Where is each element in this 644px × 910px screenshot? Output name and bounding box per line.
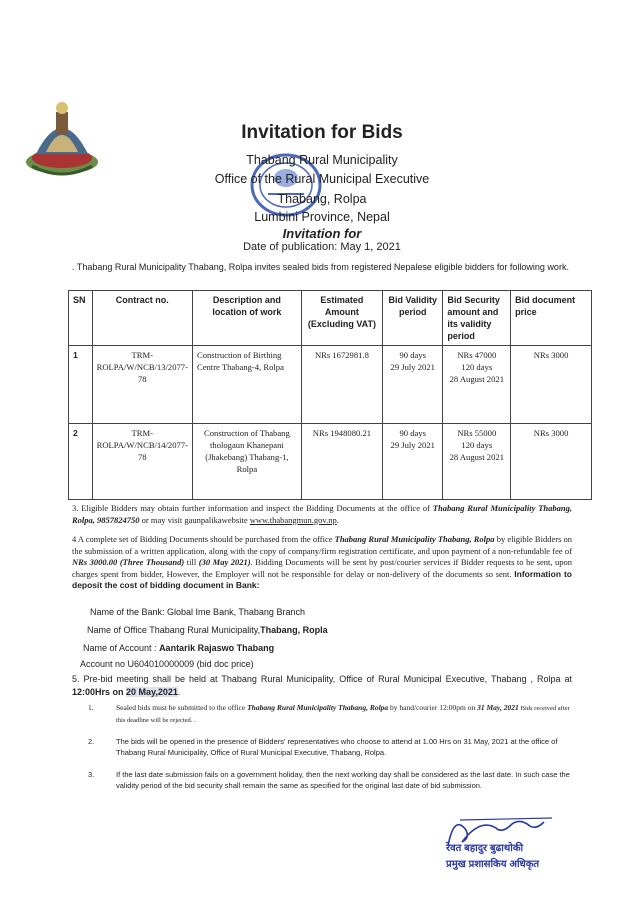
point1-a: Sealed bids must be submitted to the office [116,703,246,712]
p5-time: 12:00Hrs on [72,687,124,697]
table-header-row [69,291,592,346]
point-1 [88,702,574,726]
cell-amount: NRs 1672981.8 [301,346,382,424]
office-location: Thabang, Rolpa [277,192,367,206]
office-line [87,625,328,635]
col-security: Bid Security amount and its validity period [443,291,511,346]
point-number: 1. [88,703,94,712]
p4-c: till [186,557,197,567]
cell-price: NRs 3000 [511,424,592,500]
security-days: 120 days [461,440,493,450]
col-sn: SN [69,291,93,346]
security-date: 28 August 2021 [449,452,504,462]
bids-table [68,290,592,500]
col-price: Bid document price [511,291,592,346]
p3-mid: or may visit gaunpalikawebsite [141,514,248,525]
col-amount: Estimated Amount (Excluding VAT) [301,291,382,346]
p5-a: 5. Pre-bid meeting shall be held at Thabang Rural Municipality, Office of Rural Municipal Executive, Thabang , Rolpa at [72,674,572,684]
intro-paragraph: . Thabang Rural Municipality Thabang, Rolpa invites sealed bids from registered Nepalese eligible bidders for following work. [72,262,569,272]
p4-fee: NRs 3000.00 (Three Thousand) [72,557,185,567]
cell-validity [383,346,443,424]
col-validity: Bid Validity period [383,291,443,346]
account-value: Aantarik Rajaswo Thabang [159,643,275,653]
account-label: Name of Account : [83,643,157,653]
cell-contract: TRM-ROLPA/W/NCB/14/2077-78 [92,424,192,500]
validity-date: 29 July 2021 [390,440,435,450]
cell-desc: Construction of Birthing Centre Thabang-4, Rolpa [192,346,301,424]
publication-date [0,241,644,253]
point1-b: by hand/courier 12:00pm on [390,703,476,712]
point-2 [88,736,574,758]
bank-name: Name of the Bank: Global Ime Bank, Thabang Branch [90,607,305,617]
p3-end: . [336,514,339,525]
paragraph-5 [72,673,572,699]
date-value: May 1, 2021 [340,241,401,253]
p4-a: 4 A complete set of Bidding Documents should be purchased from the office [72,534,333,544]
account-name [83,643,274,653]
col-contract: Contract no. [92,291,192,346]
p3-lead: 3. Eligible Bidders may obtain further information and inspect the Bidding Documents at the office of [72,503,430,513]
signatory-designation: प्रमुख प्रशासकिय अधिकृत [446,859,540,870]
p4-org: Thabang Rural Municipality Thabang, Rolpa [334,534,495,544]
paragraph-4 [72,534,572,592]
p4-d: . Bidding Documents will be sent by post/courier services if Bidder requests to be sent, upon charges spent from bidder, However, the Employer will not be responsible for delay or non-delivery of the documents so sent. [72,557,573,579]
office-label: Name of Office Thabang Rural Municipality, [87,625,261,635]
p5-end: . [177,687,181,697]
security-amount: NRs 47000 [457,350,497,360]
validity-days: 90 days [399,428,426,438]
cell-price: NRs 3000 [511,346,592,424]
point3-text: If the last date submission fails on a government holiday, then the next working day shall be considered as the last date. In such case the validity period of the bid security shall remain the same as specified for the original last date of bid submission. [116,770,570,790]
office-name: Office of the Rural Municipal Executive [214,172,430,186]
signatory-name: रेवत बहादुर बुढाथोकी [446,843,524,854]
security-days: 120 days [461,362,493,372]
p4-b: by eligible Bidders on the submission of a written application, along with the copy of company/firm registration certificate, and upon payment of a non-refundable fee of [72,534,573,556]
account-no: Account no U604010000009 (bid doc price) [80,659,254,669]
security-date: 28 August 2021 [449,374,504,384]
cell-amount: NRs 1948080.21 [301,424,382,500]
col-description: Description and location of work [192,291,301,346]
website-link[interactable]: www.thabangmun.gov.np [249,514,337,525]
cell-sn: 1 [69,346,93,424]
cell-desc: Construction of Thabang thologaun Khanepani (Jhakebang) Thabang-1, Rolpa [192,424,301,500]
paragraph-3 [72,503,572,526]
date-label: Date of publication: [243,241,338,253]
page-title: Invitation for Bids [241,122,403,143]
p3-org: Thabang Rural Municipality Thabang, Rolpa, 9857824750 [72,503,572,525]
cell-security [443,424,511,500]
intro-text: Thabang Rural Municipality Thabang, Rolpa invites sealed bids from registered Nepalese eligible bidders for following work. [76,262,569,272]
cell-sn: 2 [69,424,93,500]
point-number: 2. [88,737,95,746]
validity-days: 90 days [399,350,426,360]
table-row [69,424,592,500]
cell-security [443,346,511,424]
table-row [69,346,592,424]
point-3 [88,769,574,791]
municipality-name: Thabang Rural Municipality [246,153,398,167]
validity-date: 29 July 2021 [390,362,435,372]
point1-c: Bids received after this deadline will be rejected. . [116,705,570,724]
point1-date: 31 May, 2021 [477,703,519,712]
security-amount: NRs 55000 [457,428,497,438]
p5-date: 20 May,2021 [126,687,178,697]
p4-till: (30 May 2021) [198,557,251,567]
cell-validity [383,424,443,500]
invitation-heading: Invitation for [282,226,362,241]
point-number: 3. [88,770,95,779]
province-line: Lumbini Province, Nepal [254,210,390,224]
office-bold: Thabang, Ropla [260,625,328,635]
cell-contract: TRM-ROLPA/W/NCB/13/2077-78 [92,346,192,424]
point1-org: Thabang Rural Municipality Thabang, Rolpa [247,703,389,712]
p4-bank-heading: Information to deposit the cost of bidding document in Bank: [72,568,572,590]
point2-text: The bids will be opened in the presence of Bidders' representatives who choose to attend at 1.00 Hrs on 31 May, 2021 at the office of Thabang Rural Municipality, Office of Rural Municipal Executive, Thabang, Rolpa. [116,737,558,757]
